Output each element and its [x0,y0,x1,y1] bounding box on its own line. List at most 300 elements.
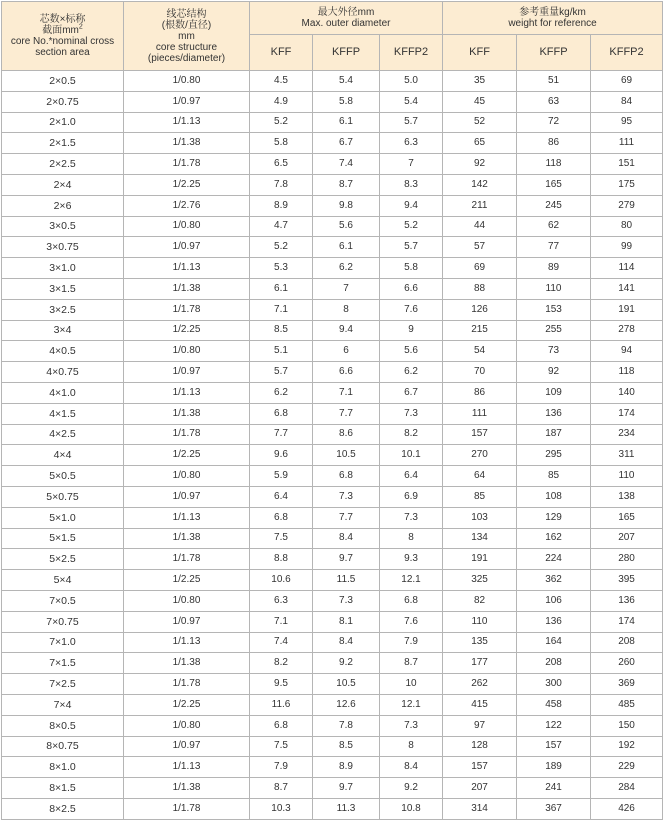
cell-weight-kffp: 73 [517,341,591,362]
cell-weight-kff: 85 [443,486,517,507]
cell-diameter-kffp: 6.7 [313,133,380,154]
cell-diameter-kff: 5.9 [250,466,313,487]
cell-diameter-kffp2: 12.1 [380,570,443,591]
cell-diameter-kff: 7.8 [250,174,313,195]
cell-weight-kffp2: 208 [591,632,663,653]
header-weight [443,2,663,35]
cell-diameter-kff: 9.6 [250,445,313,466]
cell-core-structure: 1/1.38 [124,528,250,549]
table-row [2,320,663,341]
cell-diameter-kffp: 5.6 [313,216,380,237]
cell-core-structure: 1/1.78 [124,299,250,320]
cell-core-area: 2×4 [2,174,124,195]
cell-diameter-kffp: 9.2 [313,653,380,674]
cell-weight-kffp2: 191 [591,299,663,320]
cell-core-structure: 1/0.97 [124,91,250,112]
cell-diameter-kff: 7.1 [250,611,313,632]
cell-diameter-kffp2: 5.7 [380,112,443,133]
cell-weight-kffp: 164 [517,632,591,653]
cell-weight-kffp2: 95 [591,112,663,133]
cell-core-area: 3×4 [2,320,124,341]
table-row [2,694,663,715]
header-structure-unit: mm [178,30,195,42]
cell-core-structure: 1/1.38 [124,653,250,674]
table-row [2,466,663,487]
cell-diameter-kffp2: 8.2 [380,424,443,445]
cell-weight-kff: 157 [443,757,517,778]
cell-diameter-kff: 4.9 [250,91,313,112]
cell-weight-kff: 82 [443,590,517,611]
cell-core-structure: 1/1.38 [124,133,250,154]
cell-diameter-kffp: 9.7 [313,549,380,570]
cell-core-area: 8×0.5 [2,715,124,736]
cell-weight-kffp: 108 [517,486,591,507]
cell-diameter-kffp2: 7.3 [380,507,443,528]
cell-diameter-kff: 11.6 [250,694,313,715]
cell-diameter-kff: 7.1 [250,299,313,320]
header-diameter-zh: 最大外径mm [317,7,375,18]
header-area-en2: section area [35,47,90,58]
table-row [2,278,663,299]
cell-diameter-kffp: 5.4 [313,71,380,92]
cell-weight-kff: 177 [443,653,517,674]
cell-weight-kffp2: 69 [591,71,663,92]
cell-weight-kffp: 118 [517,154,591,175]
cell-diameter-kffp: 7.1 [313,382,380,403]
cell-weight-kffp2: 174 [591,611,663,632]
table-row [2,258,663,279]
cell-diameter-kffp2: 6.2 [380,362,443,383]
cell-core-structure: 1/1.13 [124,258,250,279]
cell-weight-kffp: 86 [517,133,591,154]
cell-core-area: 2×1.5 [2,133,124,154]
cell-diameter-kff: 6.1 [250,278,313,299]
cell-weight-kff: 415 [443,694,517,715]
cell-diameter-kffp: 8 [313,299,380,320]
cell-diameter-kff: 6.5 [250,154,313,175]
cell-weight-kffp2: 280 [591,549,663,570]
cell-weight-kff: 88 [443,278,517,299]
table-row [2,757,663,778]
cell-diameter-kff: 4.7 [250,216,313,237]
cell-weight-kffp: 92 [517,362,591,383]
cell-diameter-kffp2: 7 [380,154,443,175]
cell-diameter-kffp: 7.3 [313,590,380,611]
table-row [2,590,663,611]
cell-weight-kff: 103 [443,507,517,528]
cell-weight-kff: 157 [443,424,517,445]
cell-weight-kffp2: 141 [591,278,663,299]
cell-diameter-kffp: 9.4 [313,320,380,341]
cell-core-area: 7×1.5 [2,653,124,674]
cell-core-structure: 1/2.25 [124,445,250,466]
cell-diameter-kffp2: 7.3 [380,715,443,736]
cell-weight-kffp2: 260 [591,653,663,674]
cell-diameter-kffp2: 5.0 [380,71,443,92]
cell-core-area: 3×0.5 [2,216,124,237]
cell-diameter-kffp: 9.7 [313,778,380,799]
cell-weight-kffp: 300 [517,674,591,695]
cell-diameter-kffp: 11.3 [313,798,380,819]
cell-diameter-kff: 7.5 [250,528,313,549]
cell-weight-kffp2: 311 [591,445,663,466]
cell-diameter-kffp2: 6.4 [380,466,443,487]
cell-weight-kffp2: 369 [591,674,663,695]
cell-weight-kff: 111 [443,403,517,424]
cell-diameter-kffp: 8.6 [313,424,380,445]
cell-core-structure: 1/1.38 [124,403,250,424]
cell-weight-kffp: 458 [517,694,591,715]
table-row [2,195,663,216]
cell-diameter-kffp2: 6.9 [380,486,443,507]
cell-weight-kffp: 187 [517,424,591,445]
cell-weight-kffp2: 84 [591,91,663,112]
table-row [2,424,663,445]
cell-weight-kffp: 72 [517,112,591,133]
cell-weight-kffp2: 110 [591,466,663,487]
table-row [2,362,663,383]
cell-weight-kff: 215 [443,320,517,341]
cell-core-structure: 1/0.80 [124,466,250,487]
cell-core-area: 7×2.5 [2,674,124,695]
table-row [2,216,663,237]
table-row [2,174,663,195]
cell-weight-kff: 135 [443,632,517,653]
table-row [2,403,663,424]
table-row [2,154,663,175]
cell-diameter-kff: 8.8 [250,549,313,570]
cell-diameter-kff: 7.9 [250,757,313,778]
cell-core-area: 7×0.75 [2,611,124,632]
cell-core-structure: 1/0.80 [124,216,250,237]
cell-core-area: 4×0.75 [2,362,124,383]
cell-weight-kffp: 122 [517,715,591,736]
table-row [2,91,663,112]
header-structure-en1: core structure [155,41,218,53]
cell-core-structure: 1/1.78 [124,798,250,819]
cell-diameter-kffp2: 8.4 [380,757,443,778]
cell-core-structure: 1/1.13 [124,757,250,778]
cell-weight-kffp: 165 [517,174,591,195]
cell-diameter-kffp: 6.1 [313,112,380,133]
cell-diameter-kffp: 7 [313,278,380,299]
table-row [2,736,663,757]
cell-weight-kffp2: 114 [591,258,663,279]
cell-weight-kff: 45 [443,91,517,112]
cell-diameter-kff: 6.4 [250,486,313,507]
cell-diameter-kffp2: 7.6 [380,299,443,320]
cell-diameter-kffp: 8.4 [313,528,380,549]
cell-core-area: 5×1.0 [2,507,124,528]
cell-weight-kffp2: 229 [591,757,663,778]
cell-diameter-kff: 5.2 [250,112,313,133]
cell-weight-kff: 64 [443,466,517,487]
cell-core-area: 8×1.0 [2,757,124,778]
cell-diameter-kffp2: 9.2 [380,778,443,799]
cell-weight-kffp: 129 [517,507,591,528]
cell-weight-kffp: 157 [517,736,591,757]
cell-weight-kffp: 208 [517,653,591,674]
cell-weight-kffp2: 284 [591,778,663,799]
cell-diameter-kffp: 10.5 [313,674,380,695]
table-row [2,382,663,403]
cell-weight-kffp: 109 [517,382,591,403]
cell-diameter-kffp: 12.6 [313,694,380,715]
cell-weight-kffp: 241 [517,778,591,799]
cell-diameter-kffp2: 7.9 [380,632,443,653]
cell-diameter-kffp: 7.7 [313,507,380,528]
header-area-en1: core No.*nominal cross [10,36,115,47]
cell-diameter-kff: 4.5 [250,71,313,92]
cell-diameter-kffp2: 8.7 [380,653,443,674]
cell-weight-kff: 44 [443,216,517,237]
cell-weight-kff: 70 [443,362,517,383]
cell-core-area: 7×0.5 [2,590,124,611]
cell-diameter-kff: 7.4 [250,632,313,653]
cell-diameter-kffp2: 6.6 [380,278,443,299]
cell-diameter-kff: 5.3 [250,258,313,279]
cell-diameter-kffp: 6.1 [313,237,380,258]
cell-diameter-kff: 7.5 [250,736,313,757]
table-row [2,341,663,362]
header-area-zh2: 截面mm [42,25,79,36]
cell-diameter-kff: 5.1 [250,341,313,362]
cell-diameter-kff: 8.5 [250,320,313,341]
cell-weight-kffp: 136 [517,403,591,424]
cell-diameter-kff: 8.9 [250,195,313,216]
header-core-area [2,2,124,71]
subheader-diameter-kffp: KFFP [313,35,380,71]
cell-core-area: 3×1.0 [2,258,124,279]
cell-weight-kffp: 189 [517,757,591,778]
table-row [2,486,663,507]
cell-weight-kffp2: 136 [591,590,663,611]
cell-core-structure: 1/2.25 [124,320,250,341]
cell-core-area: 2×0.5 [2,71,124,92]
cell-weight-kff: 142 [443,174,517,195]
cell-core-area: 3×1.5 [2,278,124,299]
cell-core-structure: 1/1.13 [124,507,250,528]
cell-core-structure: 1/2.25 [124,570,250,591]
cell-diameter-kffp2: 6.7 [380,382,443,403]
subheader-weight-kffp2: KFFP2 [591,35,663,71]
cell-core-area: 5×1.5 [2,528,124,549]
cell-core-area: 8×0.75 [2,736,124,757]
cell-core-area: 8×2.5 [2,798,124,819]
header-structure-en2: (pieces/diameter) [147,52,226,64]
cell-diameter-kffp: 8.7 [313,174,380,195]
cell-diameter-kff: 6.8 [250,403,313,424]
cell-weight-kff: 325 [443,570,517,591]
cell-core-area: 4×0.5 [2,341,124,362]
cell-diameter-kff: 5.8 [250,133,313,154]
cell-diameter-kff: 8.7 [250,778,313,799]
subheader-diameter-kffp2: KFFP2 [380,35,443,71]
cell-weight-kff: 35 [443,71,517,92]
cell-core-area: 2×0.75 [2,91,124,112]
cell-weight-kff: 134 [443,528,517,549]
table-row [2,71,663,92]
cell-diameter-kffp: 7.3 [313,486,380,507]
cell-weight-kffp: 295 [517,445,591,466]
cell-diameter-kffp: 5.8 [313,91,380,112]
cell-weight-kffp2: 165 [591,507,663,528]
cell-weight-kffp2: 138 [591,486,663,507]
cell-core-structure: 1/2.76 [124,195,250,216]
cell-core-area: 3×2.5 [2,299,124,320]
cell-core-structure: 1/1.13 [124,632,250,653]
cell-diameter-kffp2: 10 [380,674,443,695]
cell-weight-kffp2: 395 [591,570,663,591]
cell-core-structure: 1/1.38 [124,778,250,799]
cell-weight-kff: 52 [443,112,517,133]
cell-weight-kffp: 153 [517,299,591,320]
cell-diameter-kffp2: 12.1 [380,694,443,715]
table-row [2,570,663,591]
cell-weight-kffp2: 150 [591,715,663,736]
cell-diameter-kffp2: 5.7 [380,237,443,258]
cell-diameter-kffp: 9.8 [313,195,380,216]
cell-core-area: 5×0.75 [2,486,124,507]
cell-weight-kffp2: 111 [591,133,663,154]
cell-diameter-kffp2: 6.8 [380,590,443,611]
cell-diameter-kffp: 8.1 [313,611,380,632]
table-row [2,549,663,570]
cell-core-structure: 1/0.97 [124,362,250,383]
cell-diameter-kff: 10.3 [250,798,313,819]
cell-diameter-kff: 5.2 [250,237,313,258]
cell-core-area: 7×4 [2,694,124,715]
header-weight-en: weight for reference [508,18,597,29]
cell-diameter-kffp: 10.5 [313,445,380,466]
cell-weight-kff: 57 [443,237,517,258]
cell-weight-kffp2: 118 [591,362,663,383]
header-structure-zh2: (根数/直径) [161,19,212,31]
cell-core-area: 5×2.5 [2,549,124,570]
cell-core-structure: 1/1.38 [124,278,250,299]
cell-weight-kffp: 136 [517,611,591,632]
cell-core-structure: 1/0.80 [124,71,250,92]
cell-weight-kff: 207 [443,778,517,799]
table-header [2,2,663,71]
cell-weight-kffp: 245 [517,195,591,216]
cell-weight-kff: 97 [443,715,517,736]
subheader-weight-kff: KFF [443,35,517,71]
cell-weight-kff: 65 [443,133,517,154]
cell-weight-kff: 270 [443,445,517,466]
cell-core-structure: 1/0.97 [124,237,250,258]
cell-core-structure: 1/1.78 [124,154,250,175]
cell-core-structure: 1/0.80 [124,715,250,736]
cell-core-area: 2×6 [2,195,124,216]
cell-diameter-kffp2: 5.6 [380,341,443,362]
cell-diameter-kff: 7.7 [250,424,313,445]
cell-diameter-kffp2: 7.6 [380,611,443,632]
cell-weight-kff: 54 [443,341,517,362]
cell-core-structure: 1/1.78 [124,549,250,570]
cell-core-structure: 1/1.78 [124,424,250,445]
subheader-weight-kffp: KFFP [517,35,591,71]
cell-weight-kffp2: 192 [591,736,663,757]
header-area-zh: 芯数×标称 [39,14,86,25]
header-structure-zh1: 线芯结构 [166,8,207,20]
cell-core-area: 4×1.0 [2,382,124,403]
cell-diameter-kff: 6.8 [250,715,313,736]
table-row [2,133,663,154]
cell-weight-kffp: 51 [517,71,591,92]
table-row [2,299,663,320]
cell-weight-kffp2: 234 [591,424,663,445]
cell-diameter-kff: 6.8 [250,507,313,528]
cell-diameter-kffp: 6 [313,341,380,362]
cell-diameter-kffp: 7.4 [313,154,380,175]
cell-weight-kffp2: 278 [591,320,663,341]
cell-weight-kffp: 77 [517,237,591,258]
cell-core-area: 5×4 [2,570,124,591]
cell-diameter-kff: 5.7 [250,362,313,383]
cell-diameter-kffp2: 10.8 [380,798,443,819]
cell-weight-kffp2: 140 [591,382,663,403]
cell-weight-kff: 262 [443,674,517,695]
cell-core-structure: 1/1.13 [124,382,250,403]
cell-weight-kffp: 162 [517,528,591,549]
cell-weight-kffp: 85 [517,466,591,487]
cell-diameter-kffp2: 8 [380,528,443,549]
table-row [2,507,663,528]
table-row [2,632,663,653]
cell-diameter-kffp2: 5.8 [380,258,443,279]
cell-weight-kff: 86 [443,382,517,403]
cell-diameter-kffp: 11.5 [313,570,380,591]
cell-weight-kffp2: 279 [591,195,663,216]
cell-weight-kffp2: 175 [591,174,663,195]
header-max-diameter [250,2,443,35]
cell-core-area: 5×0.5 [2,466,124,487]
cell-diameter-kffp: 8.4 [313,632,380,653]
subheader-diameter-kff: KFF [250,35,313,71]
table-row [2,237,663,258]
table-row [2,798,663,819]
table-row [2,611,663,632]
table-row [2,653,663,674]
cell-diameter-kffp2: 6.3 [380,133,443,154]
cell-core-structure: 1/2.25 [124,694,250,715]
cell-diameter-kffp: 7.8 [313,715,380,736]
cell-weight-kffp2: 207 [591,528,663,549]
cell-diameter-kffp: 8.5 [313,736,380,757]
header-weight-zh: 参考重量kg/km [519,7,586,18]
cell-weight-kff: 314 [443,798,517,819]
cell-diameter-kffp2: 5.4 [380,91,443,112]
cell-weight-kffp2: 151 [591,154,663,175]
table-row [2,674,663,695]
cell-diameter-kff: 9.5 [250,674,313,695]
cell-diameter-kffp2: 7.3 [380,403,443,424]
cell-core-structure: 1/0.97 [124,611,250,632]
cell-core-area: 7×1.0 [2,632,124,653]
cell-core-structure: 1/0.97 [124,486,250,507]
cell-diameter-kffp2: 9.4 [380,195,443,216]
cell-weight-kff: 128 [443,736,517,757]
cell-core-area: 4×4 [2,445,124,466]
cell-weight-kffp: 255 [517,320,591,341]
cell-core-structure: 1/2.25 [124,174,250,195]
cell-diameter-kffp: 6.8 [313,466,380,487]
cell-weight-kffp2: 485 [591,694,663,715]
cell-diameter-kff: 10.6 [250,570,313,591]
header-diameter-en: Max. outer diameter [301,18,391,29]
table-row [2,528,663,549]
